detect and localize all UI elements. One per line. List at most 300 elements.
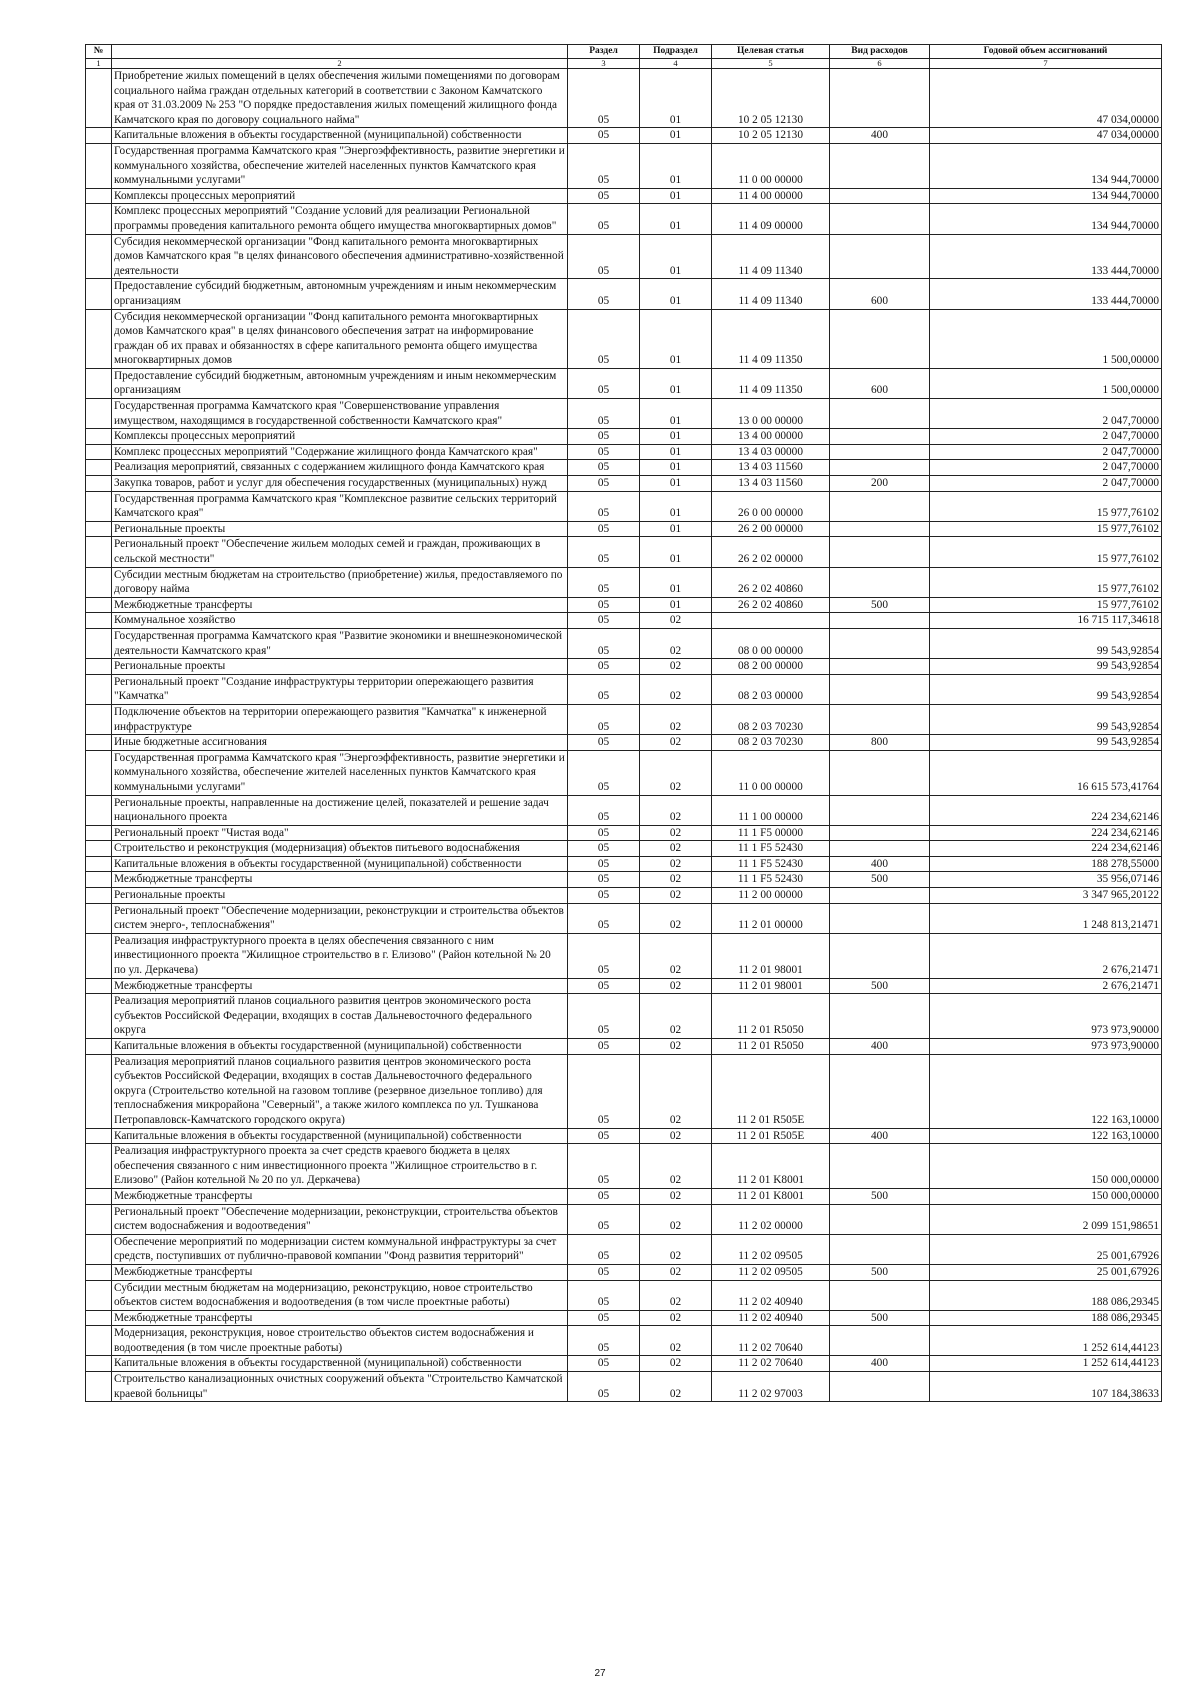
row-podrazdel-cell: 02 xyxy=(640,933,712,978)
row-podrazdel-cell: 02 xyxy=(640,856,712,872)
row-target-article-cell: 11 1 F5 52430 xyxy=(712,872,830,888)
row-podrazdel-cell: 02 xyxy=(640,825,712,841)
row-name-cell: Региональные проекты, направленные на достижение целей, показателей и решение задач национального проекта xyxy=(112,795,568,825)
row-amount-cell: 15 977,76102 xyxy=(930,597,1162,613)
table-row xyxy=(86,795,1162,825)
table-row xyxy=(86,69,1162,128)
row-razdel-cell: 05 xyxy=(568,309,640,368)
row-target-article-cell: 11 2 01 98001 xyxy=(712,933,830,978)
row-name-cell: Капитальные вложения в объекты государственной (муниципальной) собственности xyxy=(112,1356,568,1372)
row-expense-type-cell xyxy=(830,1234,930,1264)
row-target-article-cell: 11 2 02 97003 xyxy=(712,1372,830,1402)
row-razdel-cell: 05 xyxy=(568,597,640,613)
row-razdel-cell: 05 xyxy=(568,659,640,675)
row-amount-cell: 25 001,67926 xyxy=(930,1234,1162,1264)
table-row xyxy=(86,1372,1162,1402)
row-name-cell: Реализация мероприятий планов социального развития центров экономического роста субъектов Российской Федерации, входящих в состав Дальневосточного федерального округа xyxy=(112,994,568,1039)
row-number-cell xyxy=(86,1372,112,1402)
row-podrazdel-cell: 02 xyxy=(640,1039,712,1055)
row-amount-cell: 99 543,92854 xyxy=(930,735,1162,751)
row-razdel-cell: 05 xyxy=(568,872,640,888)
row-razdel-cell: 05 xyxy=(568,933,640,978)
row-podrazdel-cell: 02 xyxy=(640,1128,712,1144)
row-expense-type-cell xyxy=(830,795,930,825)
row-number-cell xyxy=(86,872,112,888)
row-number-cell xyxy=(86,903,112,933)
row-number-cell xyxy=(86,1188,112,1204)
row-number-cell xyxy=(86,933,112,978)
row-amount-cell: 16 615 573,41764 xyxy=(930,750,1162,795)
row-target-article-cell: 11 0 00 00000 xyxy=(712,143,830,188)
table-row xyxy=(86,841,1162,857)
row-target-article-cell: 13 4 00 00000 xyxy=(712,429,830,445)
row-name-cell: Региональный проект "Обеспечение модернизации, реконструкции и строительства объектов систем энерго-, теплоснабжения" xyxy=(112,903,568,933)
row-number-cell xyxy=(86,978,112,994)
row-amount-cell: 15 977,76102 xyxy=(930,537,1162,567)
table-row xyxy=(86,567,1162,597)
row-number-cell xyxy=(86,750,112,795)
row-name-cell: Реализация инфраструктурного проекта за счет средств краевого бюджета в целях обеспечения связанного с ним инвестиционного проекта "Жилищное строительство в г. Елизово" (Район котельной № 20 по ул. Деркачева) xyxy=(112,1144,568,1189)
row-number-cell xyxy=(86,1356,112,1372)
row-name-cell: Государственная программа Камчатского края "Комплексное развитие сельских территорий Камчатского края" xyxy=(112,491,568,521)
table-row xyxy=(86,933,1162,978)
table-row xyxy=(86,188,1162,204)
row-expense-type-cell xyxy=(830,399,930,429)
row-number-cell xyxy=(86,1039,112,1055)
row-name-cell: Капитальные вложения в объекты государственной (муниципальной) собственности xyxy=(112,128,568,144)
table-row xyxy=(86,460,1162,476)
budget-table-sheet xyxy=(85,44,1161,1402)
row-name-cell: Реализация инфраструктурного проекта в целях обеспечения связанного с ним инвестиционного проекта "Жилищное строительство в г. Елизово" (Район котельной № 20 по ул. Деркачева) xyxy=(112,933,568,978)
row-expense-type-cell xyxy=(830,750,930,795)
row-target-article-cell: 11 4 09 00000 xyxy=(712,204,830,234)
row-expense-type-cell: 400 xyxy=(830,856,930,872)
row-razdel-cell: 05 xyxy=(568,234,640,279)
row-name-cell: Региональный проект "Создание инфраструктуры территории опережающего развития "Камчатка" xyxy=(112,674,568,704)
row-number-cell xyxy=(86,856,112,872)
column-number: 5 xyxy=(712,59,830,69)
row-podrazdel-cell: 01 xyxy=(640,368,712,398)
row-razdel-cell: 05 xyxy=(568,1204,640,1234)
row-name-cell: Предоставление субсидий бюджетным, автономным учреждениям и иным некоммерческим организациям xyxy=(112,368,568,398)
row-target-article-cell: 10 2 05 12130 xyxy=(712,69,830,128)
table-row xyxy=(86,825,1162,841)
row-target-article-cell: 11 2 01 R5050 xyxy=(712,1039,830,1055)
row-amount-cell: 2 047,70000 xyxy=(930,476,1162,492)
page-number: 27 xyxy=(594,1668,606,1679)
row-razdel-cell: 05 xyxy=(568,978,640,994)
row-amount-cell: 224 234,62146 xyxy=(930,825,1162,841)
row-razdel-cell: 05 xyxy=(568,903,640,933)
row-number-cell xyxy=(86,888,112,904)
row-number-cell xyxy=(86,460,112,476)
row-podrazdel-cell: 02 xyxy=(640,888,712,904)
row-name-cell: Закупка товаров, работ и услуг для обеспечения государственных (муниципальных) нужд xyxy=(112,476,568,492)
row-expense-type-cell xyxy=(830,537,930,567)
row-name-cell: Межбюджетные трансферты xyxy=(112,1188,568,1204)
row-name-cell: Межбюджетные трансферты xyxy=(112,597,568,613)
row-amount-cell: 1 500,00000 xyxy=(930,368,1162,398)
row-amount-cell: 134 944,70000 xyxy=(930,188,1162,204)
row-podrazdel-cell: 01 xyxy=(640,597,712,613)
row-number-cell xyxy=(86,1310,112,1326)
row-expense-type-cell xyxy=(830,1372,930,1402)
row-amount-cell: 224 234,62146 xyxy=(930,841,1162,857)
row-podrazdel-cell: 01 xyxy=(640,309,712,368)
row-podrazdel-cell: 02 xyxy=(640,1326,712,1356)
row-razdel-cell: 05 xyxy=(568,856,640,872)
row-name-cell: Межбюджетные трансферты xyxy=(112,872,568,888)
table-row xyxy=(86,1054,1162,1128)
row-target-article-cell: 11 0 00 00000 xyxy=(712,750,830,795)
row-expense-type-cell xyxy=(830,429,930,445)
row-podrazdel-cell: 02 xyxy=(640,1264,712,1280)
column-number: 1 xyxy=(86,59,112,69)
row-podrazdel-cell: 01 xyxy=(640,188,712,204)
row-target-article-cell: 11 4 09 11350 xyxy=(712,309,830,368)
row-podrazdel-cell: 01 xyxy=(640,429,712,445)
row-razdel-cell: 05 xyxy=(568,399,640,429)
row-target-article-cell: 11 2 01 R5050 xyxy=(712,994,830,1039)
row-name-cell: Капитальные вложения в объекты государственной (муниципальной) собственности xyxy=(112,1128,568,1144)
row-expense-type-cell xyxy=(830,825,930,841)
row-expense-type-cell xyxy=(830,234,930,279)
row-target-article-cell: 13 4 03 11560 xyxy=(712,460,830,476)
row-target-article-cell: 08 2 03 70230 xyxy=(712,704,830,734)
table-row xyxy=(86,1280,1162,1310)
row-expense-type-cell xyxy=(830,674,930,704)
row-amount-cell: 25 001,67926 xyxy=(930,1264,1162,1280)
row-podrazdel-cell: 01 xyxy=(640,444,712,460)
row-name-cell: Региональные проекты xyxy=(112,521,568,537)
row-podrazdel-cell: 02 xyxy=(640,1144,712,1189)
row-expense-type-cell xyxy=(830,933,930,978)
row-amount-cell: 188 278,55000 xyxy=(930,856,1162,872)
row-number-cell xyxy=(86,994,112,1039)
row-name-cell: Капитальные вложения в объекты государственной (муниципальной) собственности xyxy=(112,1039,568,1055)
row-razdel-cell: 05 xyxy=(568,537,640,567)
row-expense-type-cell: 500 xyxy=(830,597,930,613)
column-number: 4 xyxy=(640,59,712,69)
row-expense-type-cell xyxy=(830,704,930,734)
row-expense-type-cell: 500 xyxy=(830,1310,930,1326)
row-number-cell xyxy=(86,841,112,857)
row-amount-cell: 224 234,62146 xyxy=(930,795,1162,825)
header-target-article: Целевая статья xyxy=(712,45,830,59)
row-number-cell xyxy=(86,567,112,597)
row-target-article-cell: 26 2 00 00000 xyxy=(712,521,830,537)
row-podrazdel-cell: 02 xyxy=(640,1310,712,1326)
row-expense-type-cell xyxy=(830,659,930,675)
row-expense-type-cell xyxy=(830,567,930,597)
row-name-cell: Комплексы процессных мероприятий xyxy=(112,429,568,445)
table-row xyxy=(86,1310,1162,1326)
row-podrazdel-cell: 01 xyxy=(640,537,712,567)
row-name-cell: Обеспечение мероприятий по модернизации систем коммунальной инфраструктуры за счет средств, поступивших от публично-правовой компании "Фонд развития территорий" xyxy=(112,1234,568,1264)
row-target-article-cell: 08 2 00 00000 xyxy=(712,659,830,675)
row-number-cell xyxy=(86,704,112,734)
table-row xyxy=(86,1264,1162,1280)
row-number-cell xyxy=(86,795,112,825)
row-name-cell: Строительство и реконструкция (модернизация) объектов питьевого водоснабжения xyxy=(112,841,568,857)
row-target-article-cell xyxy=(712,613,830,629)
row-name-cell: Государственная программа Камчатского края "Энергоэффективность, развитие энергетики и коммунального хозяйства, обеспечение жителей населенных пунктов Камчатского края коммунальными услугами" xyxy=(112,750,568,795)
row-expense-type-cell: 500 xyxy=(830,872,930,888)
row-expense-type-cell xyxy=(830,444,930,460)
row-name-cell: Подключение объектов на территории опережающего развития "Камчатка" к инженерной инфраструктуре xyxy=(112,704,568,734)
row-amount-cell: 1 500,00000 xyxy=(930,309,1162,368)
header-razdel: Раздел xyxy=(568,45,640,59)
row-razdel-cell: 05 xyxy=(568,613,640,629)
row-podrazdel-cell: 02 xyxy=(640,1054,712,1128)
row-target-article-cell: 11 2 02 09505 xyxy=(712,1234,830,1264)
row-razdel-cell: 05 xyxy=(568,476,640,492)
row-amount-cell: 2 047,70000 xyxy=(930,429,1162,445)
row-expense-type-cell xyxy=(830,888,930,904)
row-razdel-cell: 05 xyxy=(568,69,640,128)
row-podrazdel-cell: 01 xyxy=(640,491,712,521)
row-razdel-cell: 05 xyxy=(568,204,640,234)
table-row xyxy=(86,1144,1162,1189)
row-expense-type-cell: 500 xyxy=(830,1188,930,1204)
table-row xyxy=(86,659,1162,675)
row-amount-cell: 1 252 614,44123 xyxy=(930,1356,1162,1372)
row-expense-type-cell: 600 xyxy=(830,368,930,398)
table-row xyxy=(86,491,1162,521)
row-number-cell xyxy=(86,1054,112,1128)
row-target-article-cell: 26 0 00 00000 xyxy=(712,491,830,521)
table-row xyxy=(86,537,1162,567)
row-expense-type-cell: 400 xyxy=(830,1128,930,1144)
row-number-cell xyxy=(86,628,112,658)
table-row xyxy=(86,856,1162,872)
header-podrazdel: Подраздел xyxy=(640,45,712,59)
row-name-cell: Региональный проект "Обеспечение модернизации, реконструкции, строительства объектов систем водоснабжения и водоотведения" xyxy=(112,1204,568,1234)
table-row xyxy=(86,704,1162,734)
row-amount-cell: 188 086,29345 xyxy=(930,1280,1162,1310)
table-row xyxy=(86,1188,1162,1204)
row-number-cell xyxy=(86,735,112,751)
table-row xyxy=(86,1204,1162,1234)
row-number-cell xyxy=(86,537,112,567)
row-expense-type-cell xyxy=(830,188,930,204)
row-podrazdel-cell: 02 xyxy=(640,628,712,658)
column-number: 2 xyxy=(112,59,568,69)
row-podrazdel-cell: 02 xyxy=(640,750,712,795)
table-row xyxy=(86,1356,1162,1372)
row-podrazdel-cell: 01 xyxy=(640,567,712,597)
row-razdel-cell: 05 xyxy=(568,279,640,309)
row-razdel-cell: 05 xyxy=(568,1264,640,1280)
row-target-article-cell: 26 2 02 00000 xyxy=(712,537,830,567)
row-name-cell: Региональные проекты xyxy=(112,659,568,675)
row-amount-cell: 1 248 813,21471 xyxy=(930,903,1162,933)
row-amount-cell: 134 944,70000 xyxy=(930,204,1162,234)
row-expense-type-cell xyxy=(830,460,930,476)
row-amount-cell: 99 543,92854 xyxy=(930,659,1162,675)
budget-table xyxy=(85,44,1162,1402)
row-podrazdel-cell: 02 xyxy=(640,1356,712,1372)
row-razdel-cell: 05 xyxy=(568,1054,640,1128)
row-target-article-cell: 11 1 00 00000 xyxy=(712,795,830,825)
row-target-article-cell: 11 2 01 98001 xyxy=(712,978,830,994)
header-number: № xyxy=(86,45,112,59)
row-podrazdel-cell: 02 xyxy=(640,659,712,675)
row-expense-type-cell xyxy=(830,903,930,933)
row-name-cell: Коммунальное хозяйство xyxy=(112,613,568,629)
row-number-cell xyxy=(86,1280,112,1310)
row-razdel-cell: 05 xyxy=(568,521,640,537)
row-number-cell xyxy=(86,1264,112,1280)
table-row xyxy=(86,750,1162,795)
row-name-cell: Региональный проект "Чистая вода" xyxy=(112,825,568,841)
table-row xyxy=(86,234,1162,279)
row-number-cell xyxy=(86,234,112,279)
row-target-article-cell: 26 2 02 40860 xyxy=(712,567,830,597)
row-number-cell xyxy=(86,825,112,841)
row-target-article-cell: 11 1 F5 00000 xyxy=(712,825,830,841)
row-expense-type-cell: 500 xyxy=(830,978,930,994)
row-podrazdel-cell: 02 xyxy=(640,704,712,734)
row-expense-type-cell: 800 xyxy=(830,735,930,751)
column-number-row xyxy=(86,59,1162,69)
row-number-cell xyxy=(86,143,112,188)
row-podrazdel-cell: 02 xyxy=(640,903,712,933)
table-row xyxy=(86,476,1162,492)
row-name-cell: Модернизация, реконструкция, новое строительство объектов систем водоснабжения и водоотведения (в том числе проектные работы) xyxy=(112,1326,568,1356)
row-podrazdel-cell: 02 xyxy=(640,872,712,888)
row-number-cell xyxy=(86,368,112,398)
row-amount-cell: 188 086,29345 xyxy=(930,1310,1162,1326)
row-amount-cell: 973 973,90000 xyxy=(930,1039,1162,1055)
row-target-article-cell: 11 2 01 R505E xyxy=(712,1128,830,1144)
table-row xyxy=(86,735,1162,751)
table-row xyxy=(86,204,1162,234)
row-expense-type-cell xyxy=(830,628,930,658)
column-number: 7 xyxy=(930,59,1162,69)
row-expense-type-cell xyxy=(830,143,930,188)
row-number-cell xyxy=(86,1234,112,1264)
row-amount-cell: 973 973,90000 xyxy=(930,994,1162,1039)
row-target-article-cell: 11 2 02 40940 xyxy=(712,1280,830,1310)
row-expense-type-cell: 400 xyxy=(830,1356,930,1372)
row-number-cell xyxy=(86,444,112,460)
row-target-article-cell: 11 2 01 K8001 xyxy=(712,1144,830,1189)
row-podrazdel-cell: 02 xyxy=(640,1372,712,1402)
row-expense-type-cell xyxy=(830,841,930,857)
table-row xyxy=(86,399,1162,429)
row-name-cell: Субсидия некоммерческой организации "Фонд капитального ремонта многоквартирных домов Камчатского края "в целях финансового обеспечения административно-хозяйственной деятельности xyxy=(112,234,568,279)
row-number-cell xyxy=(86,521,112,537)
row-number-cell xyxy=(86,1326,112,1356)
row-name-cell: Межбюджетные трансферты xyxy=(112,1264,568,1280)
row-razdel-cell: 05 xyxy=(568,628,640,658)
row-razdel-cell: 05 xyxy=(568,825,640,841)
row-expense-type-cell xyxy=(830,69,930,128)
row-razdel-cell: 05 xyxy=(568,735,640,751)
row-amount-cell: 122 163,10000 xyxy=(930,1128,1162,1144)
table-row xyxy=(86,444,1162,460)
row-amount-cell: 133 444,70000 xyxy=(930,279,1162,309)
row-number-cell xyxy=(86,309,112,368)
row-amount-cell: 35 956,07146 xyxy=(930,872,1162,888)
row-razdel-cell: 05 xyxy=(568,1326,640,1356)
row-number-cell xyxy=(86,674,112,704)
table-row xyxy=(86,429,1162,445)
table-row xyxy=(86,1128,1162,1144)
row-expense-type-cell: 400 xyxy=(830,1039,930,1055)
row-target-article-cell: 11 2 02 00000 xyxy=(712,1204,830,1234)
row-amount-cell: 2 676,21471 xyxy=(930,978,1162,994)
row-target-article-cell: 13 4 03 11560 xyxy=(712,476,830,492)
row-razdel-cell: 05 xyxy=(568,128,640,144)
row-razdel-cell: 05 xyxy=(568,567,640,597)
row-expense-type-cell xyxy=(830,521,930,537)
row-name-cell: Приобретение жилых помещений в целях обеспечения жилыми помещениями по договорам социального найма граждан отдельных категорий в соответствии с Законом Камчатского края от 31.03.2009 № 253 "О порядке предоставления жилых помещений жилищного фонда Камчатского края по договору социального найма" xyxy=(112,69,568,128)
row-name-cell: Реализация мероприятий планов социального развития центров экономического роста субъектов Российской Федерации, входящих в состав Дальневосточного федерального округа (Строительство котельной на газовом топливе (резервное дизельное топливо) для теплоснабжения микрорайона "Северный", а также жилого комплекса по ул. Тушканова Петропавловск-Камчатского городского округа) xyxy=(112,1054,568,1128)
row-target-article-cell: 10 2 05 12130 xyxy=(712,128,830,144)
row-razdel-cell: 05 xyxy=(568,674,640,704)
row-name-cell: Субсидии местным бюджетам на строительство (приобретение) жилья, предоставляемого по договору найма xyxy=(112,567,568,597)
row-expense-type-cell xyxy=(830,1326,930,1356)
row-razdel-cell: 05 xyxy=(568,143,640,188)
row-razdel-cell: 05 xyxy=(568,1188,640,1204)
row-target-article-cell: 13 4 03 00000 xyxy=(712,444,830,460)
row-razdel-cell: 05 xyxy=(568,444,640,460)
column-number: 3 xyxy=(568,59,640,69)
row-amount-cell: 99 543,92854 xyxy=(930,704,1162,734)
row-expense-type-cell xyxy=(830,613,930,629)
row-expense-type-cell xyxy=(830,1144,930,1189)
row-amount-cell: 15 977,76102 xyxy=(930,567,1162,597)
table-row xyxy=(86,128,1162,144)
row-razdel-cell: 05 xyxy=(568,1356,640,1372)
row-name-cell: Предоставление субсидий бюджетным, автономным учреждениям и иным некоммерческим организациям xyxy=(112,279,568,309)
row-expense-type-cell xyxy=(830,309,930,368)
row-amount-cell: 107 184,38633 xyxy=(930,1372,1162,1402)
header-annual-volume: Годовой объем ассигнований xyxy=(930,45,1162,59)
row-number-cell xyxy=(86,491,112,521)
row-amount-cell: 150 000,00000 xyxy=(930,1144,1162,1189)
row-amount-cell: 16 715 117,34618 xyxy=(930,613,1162,629)
table-row xyxy=(86,613,1162,629)
row-podrazdel-cell: 02 xyxy=(640,978,712,994)
header-expense-type: Вид расходов xyxy=(830,45,930,59)
row-number-cell xyxy=(86,429,112,445)
row-name-cell: Межбюджетные трансферты xyxy=(112,978,568,994)
row-razdel-cell: 05 xyxy=(568,994,640,1039)
row-expense-type-cell xyxy=(830,994,930,1039)
row-podrazdel-cell: 01 xyxy=(640,143,712,188)
row-name-cell: Государственная программа Камчатского края "Развитие экономики и внешнеэкономической деятельности Камчатского края" xyxy=(112,628,568,658)
row-target-article-cell: 26 2 02 40860 xyxy=(712,597,830,613)
row-razdel-cell: 05 xyxy=(568,795,640,825)
row-name-cell: Комплекс процессных мероприятий "Создание условий для реализации Региональной программы проведения капитального ремонта общего имущества многоквартирных домов" xyxy=(112,204,568,234)
row-podrazdel-cell: 01 xyxy=(640,399,712,429)
row-amount-cell: 2 099 151,98651 xyxy=(930,1204,1162,1234)
row-podrazdel-cell: 01 xyxy=(640,460,712,476)
table-row xyxy=(86,1039,1162,1055)
row-target-article-cell: 11 2 02 70640 xyxy=(712,1356,830,1372)
row-razdel-cell: 05 xyxy=(568,1372,640,1402)
row-razdel-cell: 05 xyxy=(568,1280,640,1310)
row-amount-cell: 122 163,10000 xyxy=(930,1054,1162,1128)
column-number: 6 xyxy=(830,59,930,69)
row-name-cell: Региональные проекты xyxy=(112,888,568,904)
row-amount-cell: 2 047,70000 xyxy=(930,444,1162,460)
row-target-article-cell: 11 4 09 11350 xyxy=(712,368,830,398)
row-amount-cell: 2 047,70000 xyxy=(930,460,1162,476)
